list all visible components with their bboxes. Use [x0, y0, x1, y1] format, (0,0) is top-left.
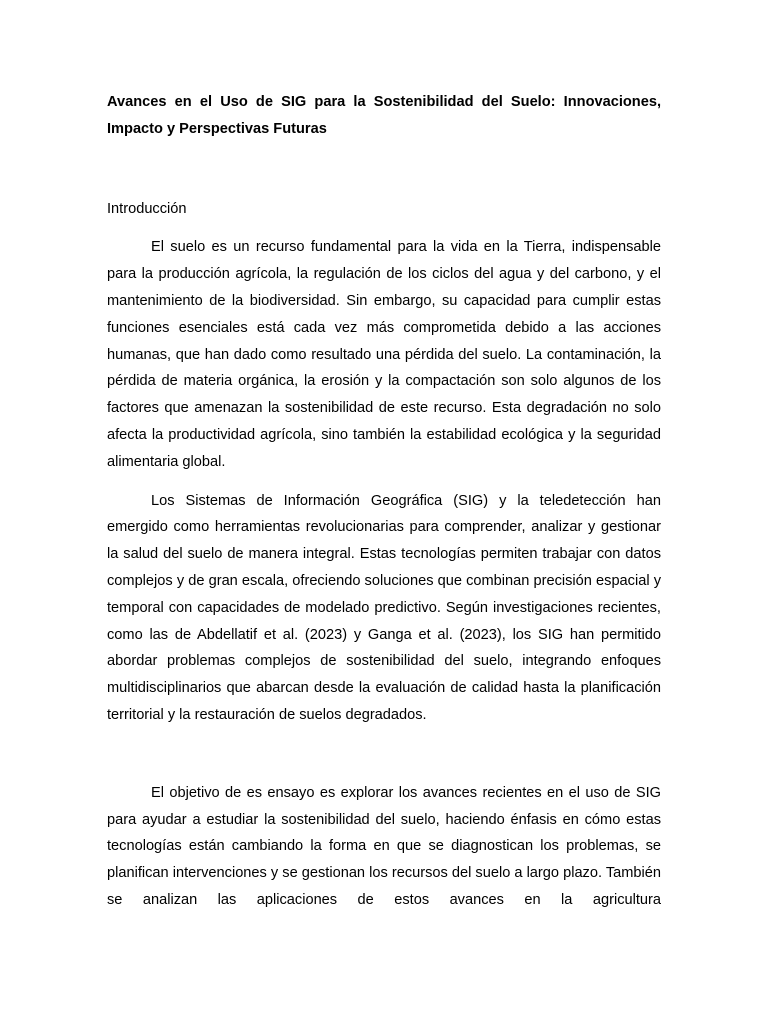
document-body	[107, 89, 661, 914]
paragraph-3: El objetivo de es ensayo es explorar los avances recientes en el uso de SIG para ayudar a estudiar la sostenibilidad del suelo, haciendo énfasis en cómo estas tecnologías están cambiando la forma en que se diagnostican los problemas, se planifican intervenciones y se gestionan los recursos del suelo a largo plazo. También se analizan las aplicaciones de estos avances en la agricultura	[107, 784, 661, 908]
section-heading: Introducción	[107, 200, 187, 217]
document-title: Avances en el Uso de SIG para la Sostenibilidad del Suelo: Innovaciones, Impacto y Perspectivas Futuras	[107, 94, 661, 137]
paragraph-1: El suelo es un recurso fundamental para la vida en la Tierra, indispensable para la producción agrícola, la regulación de los ciclos del agua y del carbono, y el mantenimiento de la biodiversidad. Sin embargo, su capacidad para cumplir estas funciones esenciales está cada vez más comprometida debido a las acciones humanas, que han dado como resultado una pérdida del suelo. La contaminación, la pérdida de materia orgánica, la erosión y la compactación son solo algunos de los factores que amenazan la sostenibilidad de este recurso. Esta degradación no solo afecta la productividad agrícola, sino también la estabilidad ecológica y la seguridad alimentaria global.	[107, 239, 661, 470]
paragraph-2: Los Sistemas de Información Geográfica (SIG) y la teledetección han emergido como herramientas revolucionarias para comprender, analizar y gestionar la salud del suelo de manera integral. Estas tecnologías permiten trabajar con datos complejos y de gran escala, ofreciendo soluciones que combinan precisión espacial y temporal con capacidades de modelado predictivo. Según investigaciones recientes, como las de Abdellatif et al. (2023) y Ganga et al. (2023), los SIG han permitido abordar problemas complejos de sostenibilidad del suelo, integrando enfoques multidisciplinarios que abarcan desde la evaluación de calidad hasta la planificación territorial y la restauración de suelos degradados.	[107, 492, 661, 723]
